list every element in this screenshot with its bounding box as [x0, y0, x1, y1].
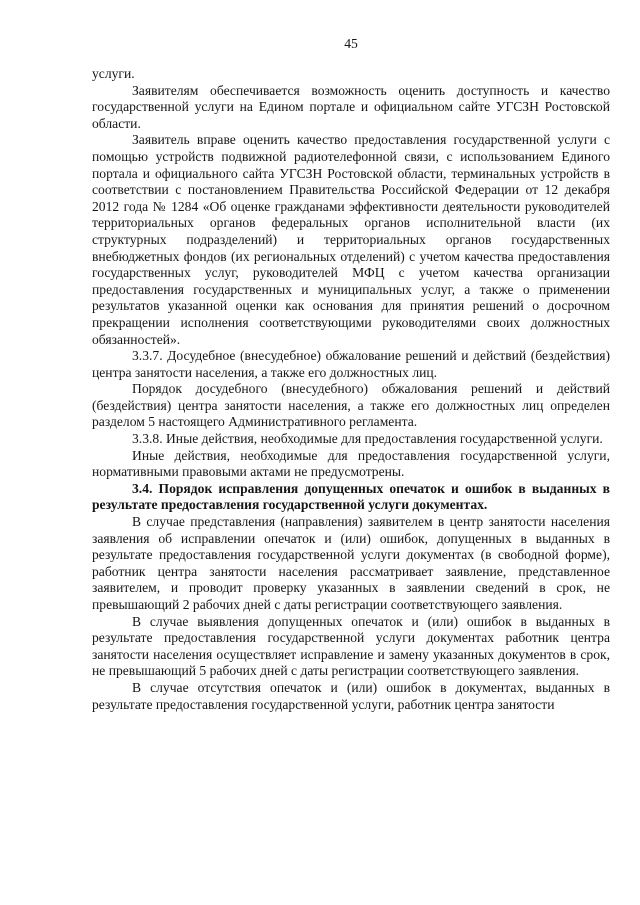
- document-body: [92, 66, 610, 713]
- section-heading: 3.4. Порядок исправления допущенных опечаток и ошибок в выданных в результате предоставления государственной услуги документах.: [92, 480, 610, 513]
- paragraph: В случае представления (направления) заявителем в центр занятости населения заявления об исправлении опечаток и (или) ошибок, допущенных в выданных в результате предоставления государственной услуги документах (в свободной форме), работник центра занятости населения рассматривает заявление, представленное заявителем, и проводит проверку указанных в заявлении сведений в срок, не превышающий 2 рабочих дней с даты регистрации соответствующего заявления.: [92, 514, 610, 612]
- paragraph: Порядок досудебного (внесудебного) обжалования решений и действий (бездействия) центра занятости населения, а также его должностных лиц определен разделом 5 настоящего Административного регламента.: [92, 381, 610, 430]
- paragraph: Заявитель вправе оценить качество предоставления государственной услуги с помощью устройств подвижной радиотелефонной связи, с использованием Единого портала и официального сайта УГСЗН Ростовской области, терминальных устройств в соответствии с постановлением Правительства Российской Федерации от 12 декабря 2012 года № 1284 «Об оценке гражданами эффективности деятельности руководителей территориальных органов федеральных органов исполнительной власти (их структурных подразделений) и территориальных органов государственных внебюджетных фондов (их региональных отделений) с учетом качества предоставления государственных услуг, руководителей МФЦ с учетом качества организации предоставления государственных и муниципальных услуг, а также о применении результатов указанной оценки как основания для принятия решений о досрочном прекращении исполнения соответствующими руководителями своих должностных обязанностей».: [92, 132, 610, 347]
- paragraph: 3.3.8. Иные действия, необходимые для предоставления государственной услуги.: [132, 431, 603, 447]
- paragraph: В случае отсутствия опечаток и (или) ошибок в документах, выданных в результате предоставления государственной услуги, работник центра занятости: [92, 679, 610, 712]
- page-number: 45: [344, 36, 358, 51]
- paragraph: 3.3.7. Досудебное (внесудебное) обжалование решений и действий (бездействия) центра занятости населения, а также его должностных лиц.: [92, 348, 610, 380]
- paragraph: Заявителям обеспечивается возможность оценить доступность и качество государственной услуги на Едином портале и официальном сайте УГСЗН Ростовской области.: [92, 82, 610, 131]
- paragraph: В случае выявления допущенных опечаток и (или) ошибок в выданных в результате предоставления государственной услуги документах работник центра занятости населения осуществляет исправление и замену указанных документов в срок, не превышающий 5 рабочих дней с даты регистрации соответствующего заявления.: [92, 613, 610, 679]
- paragraph: Иные действия, необходимые для предоставления государственной услуги, нормативными правовыми актами не предусмотрены.: [92, 447, 610, 480]
- paragraph: услуги.: [92, 66, 135, 81]
